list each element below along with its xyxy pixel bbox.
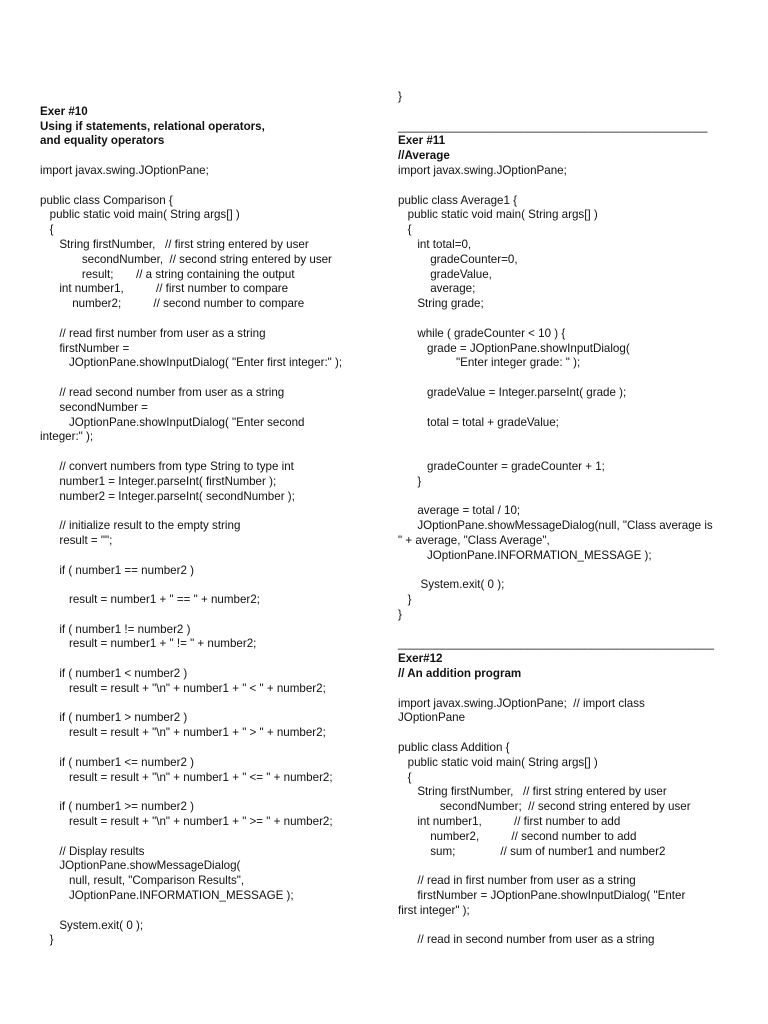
left-code-line <box>40 149 380 164</box>
left-code-line: result = result + "\n" + number1 + " >= " + number2; <box>40 815 333 829</box>
right-code-line: int number1, // first number to add <box>398 815 621 829</box>
left-code-line: // read first number from user as a string <box>40 326 266 340</box>
right-code-line: //Average <box>398 149 450 163</box>
right-code-line <box>398 179 738 194</box>
left-code-line <box>40 785 380 800</box>
right-code-line <box>398 312 738 327</box>
left-code-line: integer:" ); <box>40 430 94 444</box>
left-code-line: JOptionPane.showInputDialog( "Enter first integer:" ); <box>40 356 343 370</box>
left-code-line: result = result + "\n" + number1 + " > " + number2; <box>40 726 326 740</box>
right-code-line: public class Addition { <box>398 741 510 755</box>
right-code-line: secondNumber; // second string entered by user <box>398 800 691 814</box>
right-code-line: } <box>398 474 422 488</box>
right-code-line <box>398 490 738 505</box>
left-code-line: result = number1 + " != " + number2; <box>40 637 257 651</box>
right-code-line <box>398 564 738 579</box>
left-code-line: public static void main( String args[] ) <box>40 208 240 222</box>
right-code-line <box>398 430 738 445</box>
right-code-line: total = total + gradeValue; <box>398 415 559 429</box>
right-code-line: average; <box>398 282 476 296</box>
left-code-line: int number1, // first number to compare <box>40 282 289 296</box>
right-code-line: _________________________________________________ <box>398 637 714 651</box>
left-code-line <box>40 179 380 194</box>
left-code-line <box>40 578 380 593</box>
right-code-line: Exer#12 <box>398 652 443 666</box>
left-code-line: // initialize result to the empty string <box>40 519 241 533</box>
left-code-line: // Display results <box>40 844 145 858</box>
right-code-line: // read in first number from user as a string <box>398 874 636 888</box>
right-code-line: String firstNumber, // first string entered by user <box>398 785 667 799</box>
left-code-line <box>40 608 380 623</box>
right-code-line: public class Average1 { <box>398 193 518 207</box>
right-code-line: number2, // second number to add <box>398 829 637 843</box>
left-code-line: number2 = Integer.parseInt( secondNumber ); <box>40 489 295 503</box>
right-code-line <box>398 859 738 874</box>
right-code-line: // An addition program <box>398 667 522 681</box>
right-code-line: public static void main( String args[] ) <box>398 208 598 222</box>
left-code-line <box>40 371 380 386</box>
right-code-line: public static void main( String args[] ) <box>398 755 598 769</box>
left-column <box>40 90 380 948</box>
left-code-line: result = ""; <box>40 533 113 547</box>
right-code-line: while ( gradeCounter < 10 ) { <box>398 326 566 340</box>
left-code-line: secondNumber = <box>40 400 148 414</box>
right-code-line: { <box>398 770 412 784</box>
right-code-line: grade = JOptionPane.showInputDialog( <box>398 341 630 355</box>
right-code-line: } <box>398 593 412 607</box>
left-code-line: Using if statements, relational operators, <box>40 119 265 133</box>
left-code-line <box>40 904 380 919</box>
right-code-line: Exer #11 <box>398 134 446 148</box>
right-code-line: firstNumber = JOptionPane.showInputDialog( "Enter <box>398 889 686 903</box>
left-code-line <box>40 504 380 519</box>
right-code-line <box>398 726 738 741</box>
left-code-line: // read second number from user as a string <box>40 385 285 399</box>
left-code-line: JOptionPane.INFORMATION_MESSAGE ); <box>40 889 294 903</box>
left-code-line: secondNumber, // second string entered by user <box>40 252 332 266</box>
left-code-line: result = result + "\n" + number1 + " <= " + number2; <box>40 770 333 784</box>
left-code-line: public class Comparison { <box>40 193 173 207</box>
right-code-line <box>398 445 738 460</box>
left-code-line: JOptionPane.showInputDialog( "Enter second <box>40 415 305 429</box>
left-code-line: JOptionPane.showMessageDialog( <box>40 859 241 873</box>
right-code-line <box>398 105 738 120</box>
right-code-line <box>398 623 738 638</box>
right-code-line: ________________________________________________ <box>398 119 708 133</box>
right-code-line: String grade; <box>398 297 484 311</box>
right-code-line: JOptionPane.INFORMATION_MESSAGE ); <box>398 548 652 562</box>
right-code-line: gradeValue, <box>398 267 492 281</box>
left-code-line <box>40 90 380 105</box>
right-column <box>398 90 738 948</box>
right-code-line: JOptionPane <box>398 711 466 725</box>
left-code-line: if ( number1 >= number2 ) <box>40 800 195 814</box>
right-code-line: " + average, "Class Average", <box>398 533 550 547</box>
right-code-line: JOptionPane.showMessageDialog(null, "Class average is <box>398 519 713 533</box>
left-code-line: result; // a string containing the output <box>40 267 295 281</box>
left-code-line <box>40 312 380 327</box>
left-code-line: firstNumber = <box>40 341 130 355</box>
left-code-line <box>40 697 380 712</box>
left-code-line: result = number1 + " == " + number2; <box>40 593 260 607</box>
right-code-line: import javax.swing.JOptionPane; <box>398 163 567 177</box>
left-code-line: // convert numbers from type String to type int <box>40 459 294 473</box>
right-code-line: } <box>398 90 402 103</box>
left-code-line: if ( number1 > number2 ) <box>40 711 188 725</box>
right-code-line: average = total / 10; <box>398 504 521 518</box>
left-code-line: import javax.swing.JOptionPane; <box>40 163 209 177</box>
right-code-line: int total=0, <box>398 237 472 251</box>
left-code-line: and equality operators <box>40 134 165 148</box>
right-code-line: // read in second number from user as a string <box>398 933 655 947</box>
right-code-line: sum; // sum of number1 and number2 <box>398 844 666 858</box>
left-code-line: if ( number1 != number2 ) <box>40 622 191 636</box>
right-code-line: gradeCounter=0, <box>398 252 518 266</box>
left-code-line: Exer #10 <box>40 104 88 118</box>
right-code-line: } <box>398 607 402 621</box>
left-code-line: { <box>40 223 54 237</box>
left-code-line: number1 = Integer.parseInt( firstNumber ); <box>40 474 277 488</box>
left-code-line: result = result + "\n" + number1 + " < " + number2; <box>40 681 326 695</box>
right-code-line: gradeCounter = gradeCounter + 1; <box>398 459 605 473</box>
left-code-line <box>40 741 380 756</box>
right-code-line: first integer" ); <box>398 903 470 917</box>
left-code-line <box>40 549 380 564</box>
left-code-line: } <box>40 933 54 947</box>
left-code-line: if ( number1 < number2 ) <box>40 667 188 681</box>
right-code-line: System.exit( 0 ); <box>398 578 505 592</box>
right-code-line <box>398 371 738 386</box>
right-code-line: "Enter integer grade: " ); <box>398 356 581 370</box>
left-code-line: System.exit( 0 ); <box>40 918 144 932</box>
left-code-line: String firstNumber, // first string entered by user <box>40 237 309 251</box>
left-code-line: if ( number1 == number2 ) <box>40 563 195 577</box>
right-code-line <box>398 401 738 416</box>
right-code-line: { <box>398 223 412 237</box>
left-code-line: null, result, "Comparison Results", <box>40 874 245 888</box>
right-code-line <box>398 919 738 934</box>
right-code-line: import javax.swing.JOptionPane; // import class <box>398 696 645 710</box>
left-code-line: number2; // second number to compare <box>40 297 305 311</box>
right-code-line: gradeValue = Integer.parseInt( grade ); <box>398 385 627 399</box>
left-code-line: if ( number1 <= number2 ) <box>40 755 195 769</box>
left-code-line <box>40 830 380 845</box>
right-code-line <box>398 682 738 697</box>
left-code-line <box>40 445 380 460</box>
left-code-line <box>40 652 380 667</box>
